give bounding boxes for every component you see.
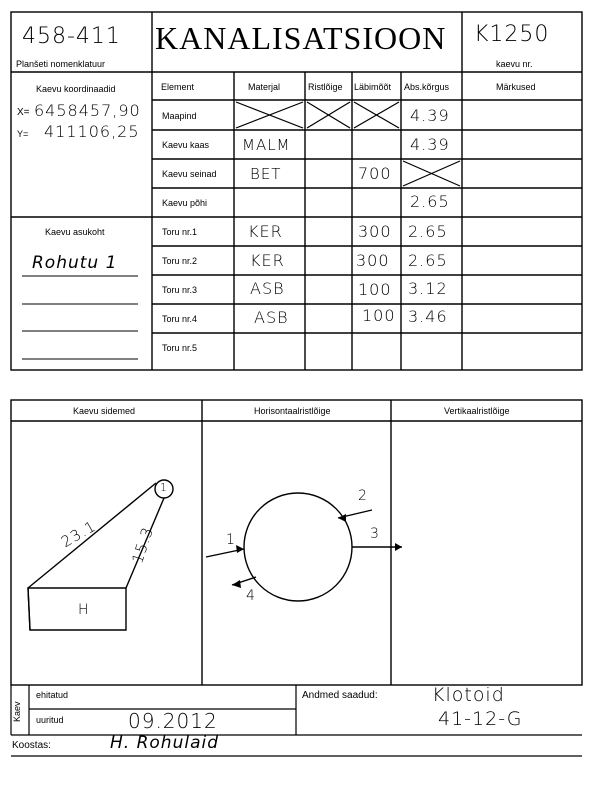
row-element: Maapind (162, 111, 197, 121)
row-element: Toru nr.2 (162, 256, 198, 266)
row-element: Toru nr.5 (162, 343, 198, 353)
sheet-number: 458-411 (22, 24, 121, 49)
sketch-well-number: 1 (160, 481, 168, 494)
row-material: KER (248, 222, 283, 241)
row-abs-height: 3.12 (408, 279, 448, 298)
row-diameter: 300 (356, 251, 390, 270)
row-abs-height: 3.46 (408, 307, 448, 326)
location-label: Kaevu asukoht (45, 227, 105, 237)
surveyed-date: 09.2012 (128, 709, 218, 733)
well-number-label: kaevu nr. (496, 59, 533, 69)
row-element: Kaevu seinad (162, 169, 217, 179)
pipe-1-label: 1 (226, 532, 236, 548)
connections-header: Kaevu sidemed (73, 406, 136, 416)
built-label: ehitatud (36, 690, 69, 700)
row-abs-height: 2.65 (408, 222, 448, 241)
y-coordinate-label: Y= (17, 129, 29, 139)
form-title: KANALISATSIOON (155, 20, 447, 56)
compiled-label: Koostas: (12, 740, 51, 751)
vertical-section-header: Vertikaalristlõige (444, 406, 510, 416)
row-element: Toru nr.3 (162, 285, 198, 295)
column-header-section: Ristlõige (308, 82, 343, 92)
pipe-2-label: 2 (358, 488, 368, 504)
x-coordinate-value: 6458457,90 (34, 101, 141, 120)
column-header-notes: Märkused (496, 82, 536, 92)
row-material: MALM (242, 136, 291, 154)
column-header-element: Element (161, 82, 195, 92)
sketch-side-length: 23.1 (58, 516, 100, 552)
sheet-number-label: Planšeti nomenklatuur (16, 59, 106, 69)
row-material: KER (250, 251, 285, 270)
row-diameter: 100 (358, 280, 392, 299)
location-value: Rohutu 1 (32, 253, 118, 273)
row-abs-height: 4.39 (410, 135, 450, 154)
column-header-abs-height: Abs.kõrgus (404, 82, 450, 92)
pipe-3-label: 3 (370, 526, 380, 542)
compiled-value: H. Rohulaid (110, 733, 220, 753)
sketch-diagonal-length: 15.3 (128, 524, 158, 566)
well-side-label: Kaev (12, 701, 22, 722)
row-element: Kaevu kaas (162, 140, 210, 150)
well-number: K1250 (474, 22, 550, 47)
data-source-value: Klotoid (432, 684, 505, 706)
column-header-material: Materjal (248, 82, 281, 92)
x-coordinate-label: X= (17, 107, 30, 118)
row-diameter: 100 (362, 306, 396, 325)
row-element: Toru nr.4 (162, 314, 198, 324)
row-diameter: 700 (358, 164, 392, 183)
well-section-circle (244, 493, 352, 601)
pipe-4-label: 4 (246, 588, 256, 604)
y-coordinate-value: 411106,25 (44, 122, 140, 141)
row-element: Toru nr.1 (162, 227, 198, 237)
row-element: Kaevu põhi (162, 198, 208, 208)
row-material: BET (250, 165, 282, 183)
sketch-building-label: H (78, 602, 90, 618)
surveyed-label: uuritud (36, 715, 64, 725)
data-source-code: 41-12-G (438, 708, 523, 730)
horizontal-section-header: Horisontaalristlõige (254, 406, 331, 416)
row-abs-height: 4.39 (410, 106, 450, 125)
data-source-label: Andmed saadud: (302, 690, 378, 701)
row-diameter: 300 (358, 222, 392, 241)
row-abs-height: 2.65 (410, 192, 450, 211)
row-material: ASB (250, 279, 285, 298)
row-material: ASB (254, 308, 289, 327)
coordinates-label: Kaevu koordinaadid (36, 84, 116, 94)
row-abs-height: 2.65 (408, 251, 448, 270)
column-header-diameter: Läbimõõt (354, 82, 392, 92)
